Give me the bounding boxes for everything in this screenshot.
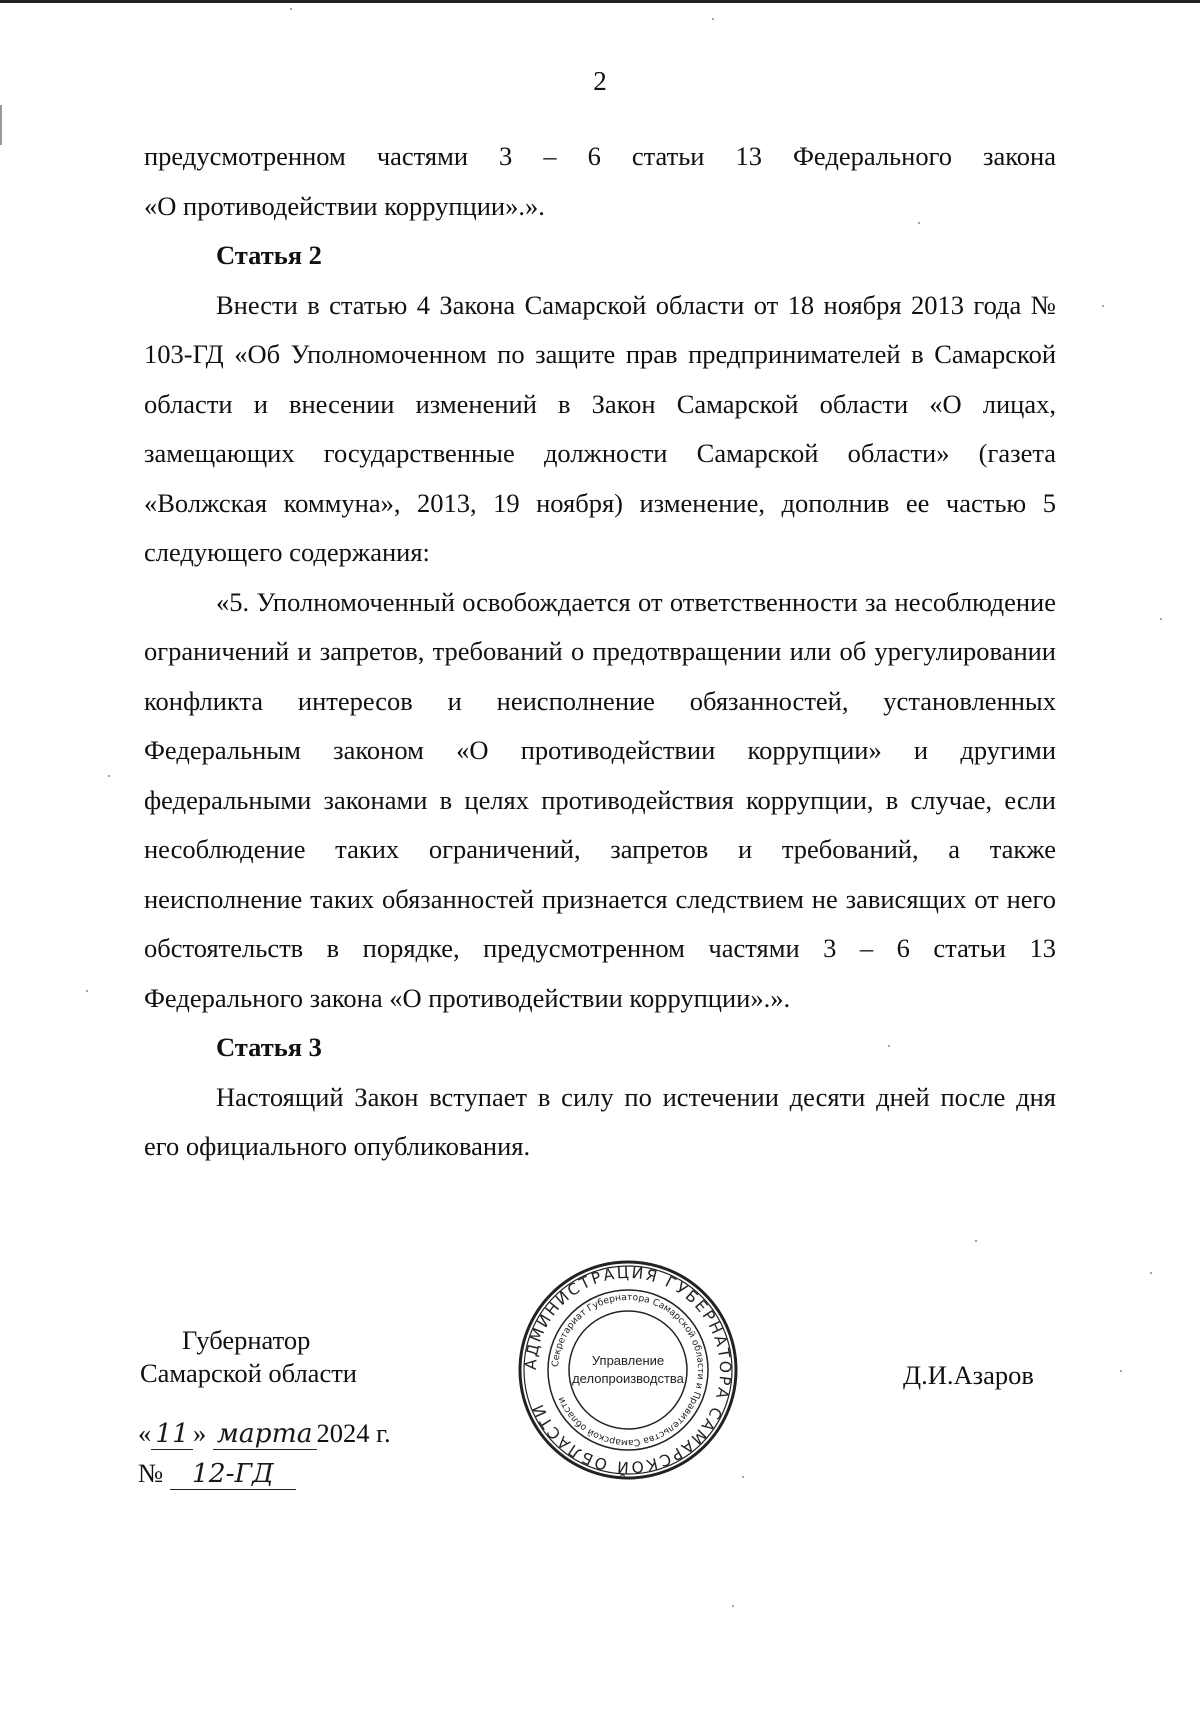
scan-speck — [975, 1240, 977, 1242]
scan-speck — [86, 990, 88, 992]
signatory-title-line1: Губернатор — [182, 1325, 311, 1355]
scan-speck — [1120, 1370, 1122, 1372]
scan-speck — [290, 8, 292, 10]
official-seal — [516, 1258, 740, 1482]
date-month: марта — [213, 1418, 317, 1450]
continued-text-end: «О противодействии коррупции».». — [144, 190, 545, 221]
signing-date — [138, 1418, 391, 1449]
scan-speck — [888, 1045, 890, 1047]
continued-text-line: предусмотренном частями 3 – 6 статьи 13 Федерального закона — [144, 141, 1056, 171]
scan-speck — [918, 222, 920, 224]
article-3-text: Настоящий Закон вступает в силу по истечении десяти дней после дня его официального опубликования. — [144, 1081, 1056, 1161]
scan-speck — [1160, 618, 1162, 620]
scan-margin-mark — [0, 105, 2, 145]
article-2-text: Внести в статью 4 Закона Самарской области от 18 ноября 2013 года № 103-ГД «Об Уполномоченном по защите прав предпринимателей в Самарской области и внесении изменений в Закон Самарской области «О лицах, замещающих государственные должности Самарской области» (газета «Волжская коммуна», 2013, 19 ноября) изменение, дополнив ее частью 5 следующего содержания: — [144, 289, 1056, 567]
seal-center-line1: Управление — [591, 1353, 665, 1368]
article-2-heading: Статья 2 — [216, 240, 322, 270]
scan-speck — [742, 1476, 744, 1478]
law-number-prefix: № — [138, 1458, 164, 1488]
scan-speck — [108, 775, 110, 777]
scan-speck — [732, 1605, 734, 1607]
article-3-heading: Статья 3 — [216, 1032, 322, 1062]
law-number-value: 12-ГД — [170, 1458, 296, 1490]
scan-speck — [712, 18, 714, 20]
document-body — [144, 132, 1056, 1172]
page-top-edge — [0, 0, 1200, 3]
scan-speck — [1150, 1272, 1152, 1274]
signatory-title-line2: Самарской области — [140, 1358, 357, 1388]
page-number: 2 — [593, 66, 607, 96]
date-day: 11 — [151, 1418, 193, 1450]
seal-inner-text: Секретариат Губернатора Самарской области и Правительства Самарской области — [550, 1291, 707, 1449]
signatory-title — [140, 1324, 357, 1390]
date-close-quote: » — [192, 1418, 207, 1448]
article-2-quote: «5. Уполномоченный освобождается от ответственности за несоблюдение ограничений и запретов, требований о предотвращении или об урегулировании конфликта интересов и неисполнение обязанностей, установленных Федеральным законом «О противодействии коррупции» и другими федеральными законами в целях противодействия коррупции, в случае, если несоблюдение таких ограничений, запретов и требований, а также неисполнение таких обязанностей признается следствием не зависящих от него обстоятельств в порядке, предусмотренном частями 3 – 6 статьи 13 Федерального закона «О противодействии коррупции».». — [144, 586, 1056, 1013]
signatory-name: Д.И.Азаров — [903, 1360, 1034, 1390]
law-number — [138, 1458, 296, 1489]
scan-speck — [1102, 305, 1104, 307]
date-open-quote: « — [138, 1418, 152, 1448]
date-year: 2024 г. — [316, 1418, 391, 1448]
seal-center-line2: делопроизводства — [572, 1371, 684, 1386]
seal-outer-text: АДМИНИСТРАЦИЯ ГУБЕРНАТОРА САМАРСКОЙ ОБЛАСТИ — [521, 1263, 735, 1477]
